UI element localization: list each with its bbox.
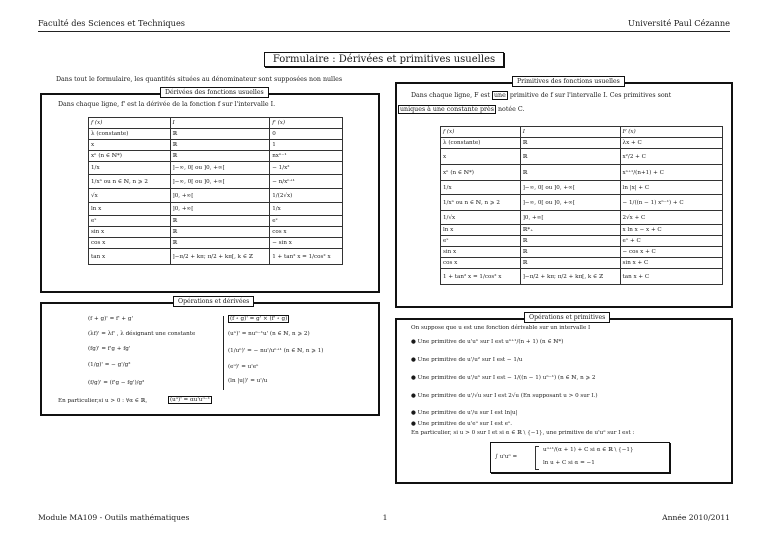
operations-divider xyxy=(223,316,224,390)
table-cell: 1/(2√x) xyxy=(270,189,343,203)
primitive-operations-title: Opérations et primitives xyxy=(524,312,610,323)
table-cell: cos x xyxy=(89,238,171,249)
table-cell: x xyxy=(89,140,171,151)
footer-left: Module MA109 - Outils mathématiques xyxy=(38,513,190,522)
table-cell: ℝ xyxy=(520,236,620,247)
d-head-i: I xyxy=(170,118,270,129)
table-cell: 1/xⁿ ou n ∈ ℕ, n ⩾ 2 xyxy=(441,195,521,211)
table-cell: 1/x xyxy=(441,181,521,195)
primitives-lead-une: une xyxy=(493,92,506,99)
rule-inverse: (1/g)' = − g'/g² xyxy=(88,362,131,368)
table-cell: x xyxy=(441,149,521,165)
intro-note: Dans tout le formulaire, les quantités situées au dénominateur sont supposées non nulles xyxy=(56,76,343,83)
table-cell: 1/x xyxy=(89,162,171,175)
header-left: Faculté des Sciences et Techniques xyxy=(38,18,185,28)
table-cell: − 1/((n − 1) xⁿ⁻¹) + C xyxy=(620,195,722,211)
primitives-lead-part2: primitive de f sur l'intervalle I. Ces primitives sont xyxy=(509,92,672,99)
table-cell: ]−π/2 + kπ; π/2 + kπ[, k ∈ ℤ xyxy=(170,249,270,265)
table-cell: cos x xyxy=(441,258,521,269)
bullet-icon: ● xyxy=(411,421,416,427)
table-cell: 1 xyxy=(270,140,343,151)
rule-power: (uⁿ)' = nuⁿ⁻¹u' (n ∈ ℕ, n ⩾ 2) xyxy=(228,331,310,337)
table-cell: ℝ xyxy=(520,149,620,165)
table-cell: eˣ xyxy=(89,216,171,227)
table-cell: ℝ*₊ xyxy=(520,225,620,236)
rule-inverse-power: (1/uⁿ)' = − nu'/uⁿ⁺¹ (n ∈ ℕ, n ⩾ 1) xyxy=(228,348,324,354)
table-cell: ℝ xyxy=(170,216,270,227)
table-cell: − sin x xyxy=(270,238,343,249)
primitives-lead-unique: uniques à une constante près xyxy=(400,106,494,113)
table-cell: ℝ xyxy=(170,227,270,238)
table-cell: ℝ xyxy=(520,247,620,258)
table-cell: eˣ xyxy=(270,216,343,227)
table-cell: ]−∞, 0[ ou ]0, +∞[ xyxy=(520,181,620,195)
bullet-icon: ● xyxy=(411,375,416,381)
list-item: ● Une primitive de u'uⁿ sur I est uⁿ⁺¹/(n + 1) (n ∈ ℕ*) xyxy=(411,339,564,345)
list-item: ● Une primitive de u'/u sur I est ln|u| xyxy=(411,410,518,416)
table-cell: ]0, +∞[ xyxy=(520,211,620,225)
rule-quotient: (f/g)' = (f'g − fg')/g² xyxy=(88,380,145,386)
table-cell: x²/2 + C xyxy=(620,149,722,165)
header-rule xyxy=(38,31,730,32)
page-title: Formulaire : Dérivées et primitives usuelles xyxy=(264,52,504,67)
bullet-icon: ● xyxy=(411,339,416,345)
d-head-f: f (x) xyxy=(89,118,171,129)
bullet-icon: ● xyxy=(411,393,416,399)
table-cell: λ (constante) xyxy=(89,129,171,140)
table-cell: 1 + tan² x = 1/cos² x xyxy=(270,249,343,265)
p-head-f: f (x) xyxy=(441,127,521,138)
table-cell: 1/x xyxy=(270,203,343,216)
table-cell: ℝ xyxy=(170,238,270,249)
table-cell: ln x xyxy=(441,225,521,236)
table-cell: 1/√x xyxy=(441,211,521,225)
rule-composition: (f ∘ g)' = g' × (f' ∘ g) xyxy=(230,316,288,322)
table-cell: 1 + tan² x = 1/cos² x xyxy=(441,269,521,285)
table-cell: √x xyxy=(89,189,171,203)
table-cell: tan x + C xyxy=(620,269,722,285)
table-cell: ]0, +∞[ xyxy=(170,189,270,203)
table-cell: 1/xⁿ ou n ∈ ℕ, n ⩾ 2 xyxy=(89,175,171,189)
table-cell: 2√x + C xyxy=(620,211,722,225)
bullet-icon: ● xyxy=(411,410,416,416)
table-cell: ]−∞, 0[ ou ]0, +∞[ xyxy=(170,175,270,189)
table-cell: ℝ xyxy=(170,140,270,151)
derivatives-lead: Dans chaque ligne, f' est la dérivée de la fonction f sur l'intervalle I. xyxy=(58,101,276,108)
derivative-operations-title: Opérations et dérivées xyxy=(173,296,254,307)
footer-right: Année 2010/2011 xyxy=(662,513,730,522)
primitives-lead-part4: notée C. xyxy=(497,106,525,113)
table-cell: ℝ xyxy=(170,151,270,162)
table-cell: xⁿ⁺¹/(n+1) + C xyxy=(620,165,722,181)
table-cell: − 1/x² xyxy=(270,162,343,175)
integral-expression: ∫ u'uᵅ = xyxy=(495,454,518,460)
table-cell: ℝ xyxy=(520,138,620,149)
primitive-particular-box xyxy=(490,442,670,473)
integral-case-1: uᵅ⁺¹/(α + 1) + C si α ∈ ℝ \ {−1} xyxy=(543,447,634,453)
derivative-particular-case: En particulier,si u > 0 : ∀α ∈ ℝ, xyxy=(58,398,148,404)
header-right: Université Paul Cézanne xyxy=(628,18,730,28)
primitive-operations-intro: On suppose que u est une fonction dérivable sur un intervalle I xyxy=(411,325,591,331)
list-item: ● Une primitive de u'/u² sur I est − 1/u xyxy=(411,357,523,363)
p-head-i: I xyxy=(520,127,620,138)
primitives-table xyxy=(440,126,723,285)
derivatives-table xyxy=(88,117,343,265)
table-cell: cos x xyxy=(270,227,343,238)
table-cell: ]0, +∞[ xyxy=(170,203,270,216)
table-cell: ℝ xyxy=(170,129,270,140)
table-cell: sin x + C xyxy=(620,258,722,269)
table-cell: ln |x| + C xyxy=(620,181,722,195)
table-cell: ]−∞, 0[ ou ]0, +∞[ xyxy=(520,195,620,211)
integral-case-2: ln u + C si α = −1 xyxy=(543,460,595,466)
primitives-lead-part1: Dans chaque ligne, F est xyxy=(411,92,490,99)
table-cell: xⁿ (n ∈ ℕ*) xyxy=(89,151,171,162)
table-cell: sin x xyxy=(441,247,521,258)
table-cell: eˣ + C xyxy=(620,236,722,247)
p-head-F: F (x) xyxy=(620,127,722,138)
list-item: ● Une primitive de u'/√u sur I est 2√u (En supposant u > 0 sur I.) xyxy=(411,393,598,399)
table-cell: 0 xyxy=(270,129,343,140)
derivative-particular-formula: (uᵅ)' = αu'uᵅ⁻¹ xyxy=(170,397,210,403)
table-cell: sin x xyxy=(89,227,171,238)
primitive-particular-case: En particulier, si u > 0 sur I et si α ∈ ℝ \ {−1}, une primitive de u'uᵅ sur I est : xyxy=(411,430,635,436)
table-cell: eˣ xyxy=(441,236,521,247)
brace-icon xyxy=(535,446,539,470)
table-cell: x ln x − x + C xyxy=(620,225,722,236)
table-cell: xⁿ (n ∈ ℕ*) xyxy=(441,165,521,181)
table-cell: − n/xⁿ⁺¹ xyxy=(270,175,343,189)
table-cell: ]−∞, 0[ ou ]0, +∞[ xyxy=(170,162,270,175)
table-cell: tan x xyxy=(89,249,171,265)
rule-exponential: (eᵘ)' = u'eᵘ xyxy=(228,364,259,370)
derivatives-panel-title: Dérivées des fonctions usuelles xyxy=(160,87,269,98)
rule-scalar: (λf)' = λf' , λ désignant une constante xyxy=(88,331,196,337)
table-cell: λx + C xyxy=(620,138,722,149)
table-cell: nxⁿ⁻¹ xyxy=(270,151,343,162)
table-cell: ℝ xyxy=(520,165,620,181)
bullet-icon: ● xyxy=(411,357,416,363)
rule-product: (fg)' = f'g + fg' xyxy=(88,346,131,352)
table-cell: − cos x + C xyxy=(620,247,722,258)
d-head-fp: f' (x) xyxy=(270,118,343,129)
page-number: 1 xyxy=(382,513,388,522)
rule-sum: (f + g)' = f' + g' xyxy=(88,316,134,322)
table-cell: λ (constante) xyxy=(441,138,521,149)
list-item: ● Une primitive de u'eᵘ sur I est eᵘ. xyxy=(411,421,513,427)
table-cell: ℝ xyxy=(520,258,620,269)
list-item: ● Une primitive de u'/uⁿ sur I est − 1/((n − 1) uⁿ⁻¹) (n ∈ ℕ, n ⩾ 2 xyxy=(411,375,596,381)
table-cell: ln x xyxy=(89,203,171,216)
rule-logarithm: (ln |u|)' = u'/u xyxy=(228,378,268,384)
table-cell: ]−π/2 + kπ; π/2 + kπ[, k ∈ ℤ xyxy=(520,269,620,285)
primitives-panel-title: Primitives des fonctions usuelles xyxy=(512,76,625,87)
